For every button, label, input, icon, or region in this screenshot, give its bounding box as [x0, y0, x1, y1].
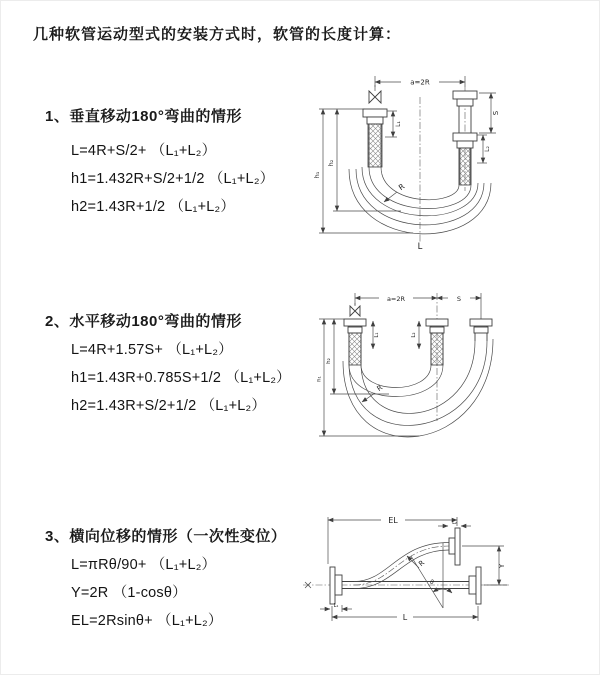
dimension-s: [437, 295, 481, 303]
dim-label-l1: L₁: [395, 121, 402, 127]
dimension-l1: [320, 603, 352, 612]
dimension-l: [332, 606, 478, 622]
dimension-l2: [411, 321, 419, 349]
dimension-a-2r: [355, 293, 481, 421]
dim-label-s: S: [492, 110, 500, 116]
dim-label-a2r: a=2R: [410, 78, 430, 87]
dimension-h1: [317, 319, 419, 436]
formula-l: L=πRθ/90+ （L₁+L₂）: [71, 557, 217, 573]
hose-u-bend: [343, 339, 493, 437]
right-pipe-assembly: [453, 87, 477, 191]
dim-label-h2: h₂: [327, 159, 335, 167]
dim-label-h1: h₁: [317, 376, 323, 382]
dim-label-l2: L₂: [411, 332, 417, 338]
length-label: L: [417, 242, 423, 252]
dimension-a-2r: [375, 76, 465, 87]
formula-y: Y=2R （1-cosθ）: [71, 585, 187, 601]
dimension-h2: [327, 109, 401, 211]
section-2-heading: 2、水平移动180°弯曲的情形: [45, 313, 242, 330]
dim-label-l: L: [402, 613, 408, 622]
diagram-lateral-displacement: [299, 509, 514, 627]
dim-label-l2: L₂: [484, 146, 491, 152]
left-flange: [330, 567, 342, 604]
formula-h1: h1=1.432R+S/2+1/2 （L₁+L₂）: [71, 171, 275, 187]
radius-label: R: [417, 558, 427, 569]
formula-l: L=4R+1.57S+ （L₁+L₂）: [71, 342, 233, 358]
angle-label: θ: [430, 579, 434, 586]
dim-label-l1: L₁: [333, 603, 339, 609]
valve-icon: [369, 85, 381, 103]
diagram-horizontal-180-bend: [317, 289, 507, 451]
dim-label-l1: L₁: [374, 332, 380, 338]
right-flange: [469, 567, 481, 604]
left-pipe-assembly: [363, 109, 387, 167]
formula-h1: h1=1.43R+0.785S+1/2 （L₁+L₂）: [71, 370, 291, 386]
upper-flange: [449, 528, 460, 565]
dim-label-l2: L₂: [452, 520, 457, 526]
dimension-l2: [477, 135, 491, 163]
dimension-el: [328, 516, 457, 564]
dim-label-a2r: a=2R: [386, 295, 406, 303]
dim-label-h2: h₂: [326, 358, 332, 364]
dimension-s: [479, 93, 500, 133]
valve-icon: [350, 303, 360, 316]
dimension-l1: [385, 111, 402, 137]
dim-label-s: S: [456, 295, 462, 303]
section-1-heading: 1、垂直移动180°弯曲的情形: [45, 108, 242, 125]
diagram-vertical-180-bend: [313, 71, 533, 256]
formula-h2: h2=1.43R+1/2 （L₁+L₂）: [71, 199, 236, 215]
dimension-l2: [438, 520, 471, 526]
right-pipe-assembly: [470, 319, 492, 341]
dim-label-y: Y: [498, 563, 506, 569]
dimension-l1: [373, 321, 380, 349]
formula-el: EL=2Rsinθ+ （L₁+L₂）: [71, 613, 223, 629]
dim-label-h1: h₁: [313, 171, 321, 179]
page-title: 几种软管运动型式的安装方式时，软管的长度计算：: [33, 26, 402, 43]
section-3-heading: 3、横向位移的情形（一次性变位）: [45, 528, 287, 545]
radius-label: R: [396, 181, 407, 193]
radius-label: R: [375, 383, 385, 394]
middle-pipe-assembly: [426, 319, 448, 365]
dim-label-el: EL: [388, 516, 398, 525]
formula-h2: h2=1.43R+S/2+1/2 （L₁+L₂）: [71, 398, 267, 414]
left-pipe-assembly: [344, 319, 366, 365]
formula-l: L=4R+S/2+ （L₁+L₂）: [71, 143, 217, 159]
